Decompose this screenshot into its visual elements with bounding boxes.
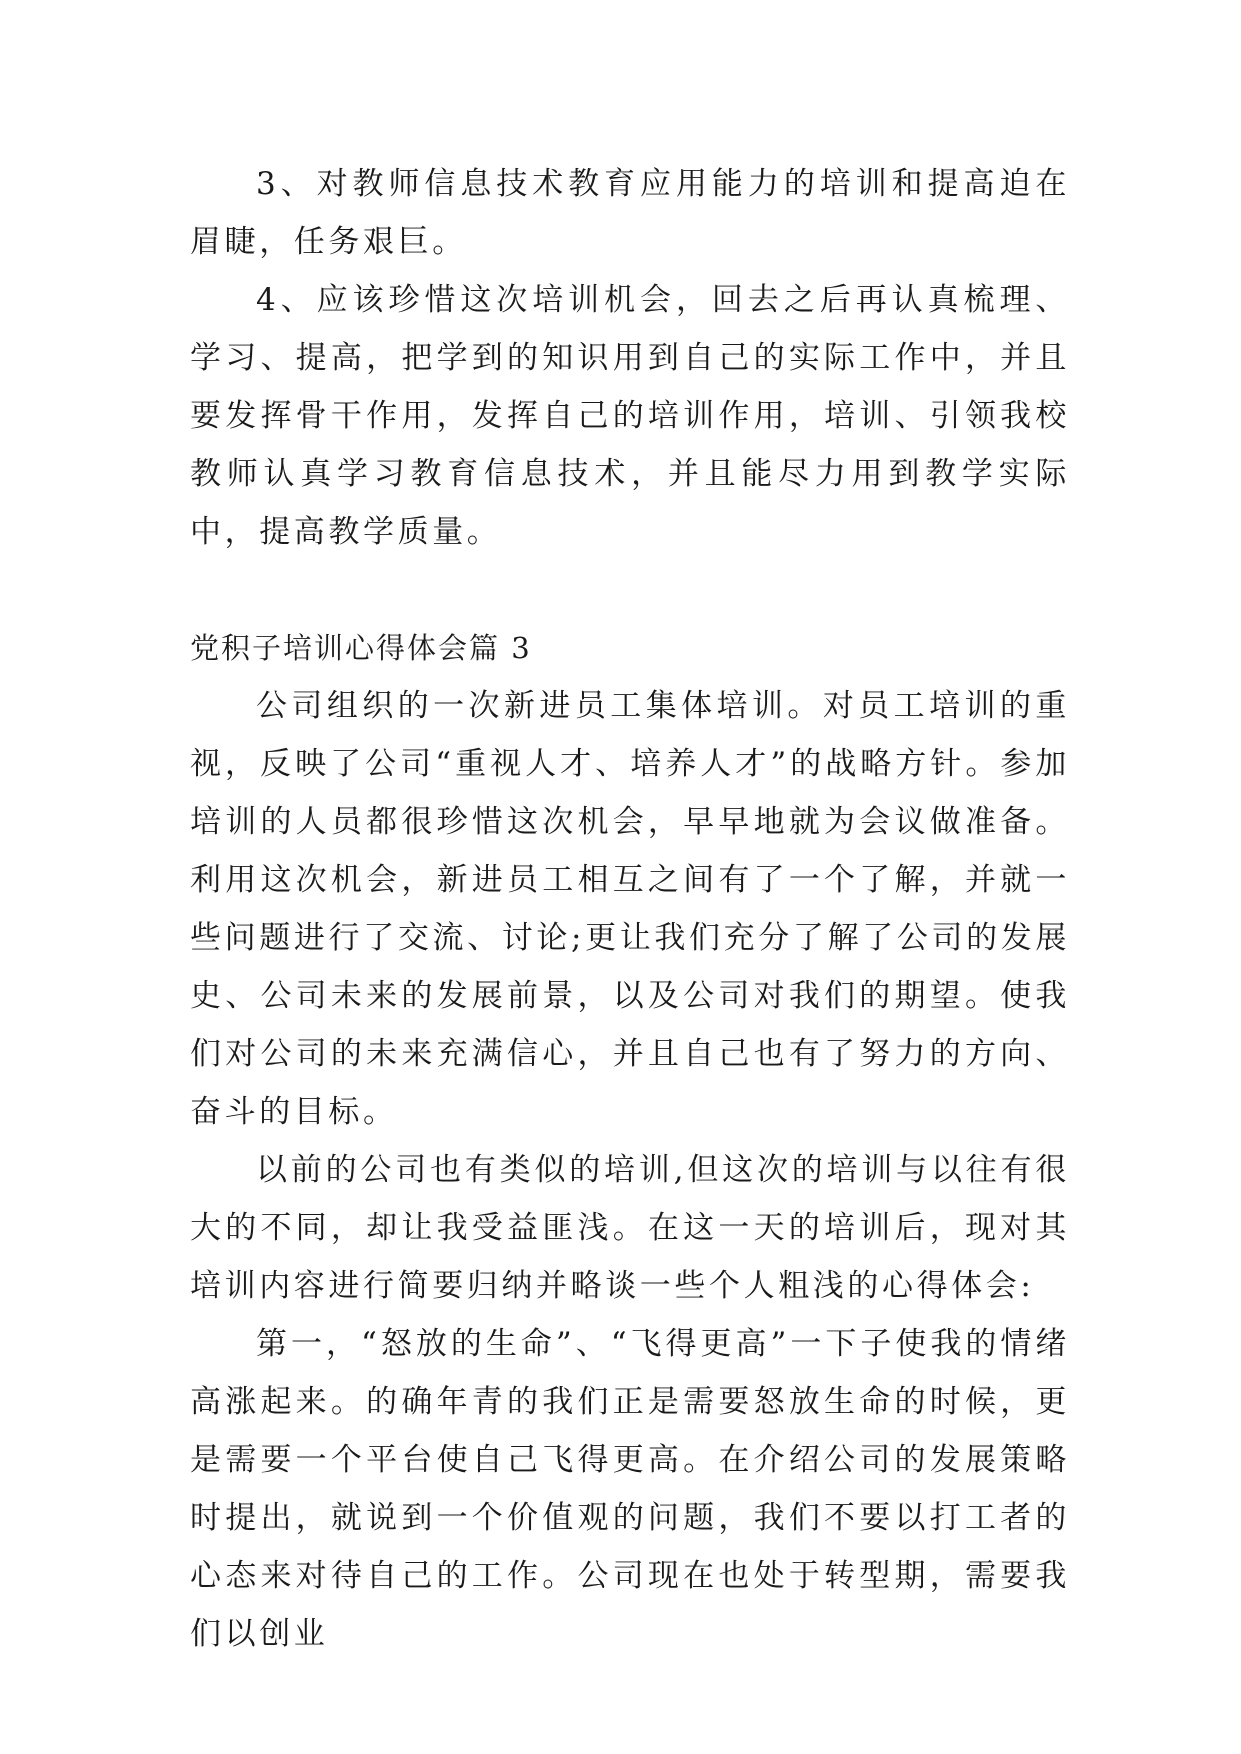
paragraph-previous-training: 以前的公司也有类似的培训,但这次的培训与以往有很大的不同，却让我受益匪浅。在这一天的培训后，现对其培训内容进行简要归纳并略谈一些个人粗浅的心得体会: [190,1152,1070,1304]
section-title: 党积子培训心得体会篇 3 [190,631,532,665]
paragraph-first-point: 第一，“怒放的生命”、“飞得更高”一下子使我的情绪高涨起来。的确年青的我们正是需要怒放生命的时候，更是需要一个平台使自己飞得更高。在介绍公司的发展策略时提出，就说到一个价值观的问题，我们不要以打工者的心态来对待自己的工作。公司现在也处于转型期，需要我们以创业 [190,1326,1070,1652]
document-page [190,155,1070,1663]
paragraph-company-training: 公司组织的一次新进员工集体培训。对员工培训的重视，反映了公司“重视人才、培养人才”的战略方针。参加培训的人员都很珍惜这次机会，早早地就为会议做准备。利用这次机会，新进员工相互之间有了一个了解，并就一些问题进行了交流、讨论;更让我们充分了解了公司的发展史、公司未来的发展前景，以及公司对我们的期望。使我们对公司的未来充满信心，并且自己也有了努力的方向、奋斗的目标。 [190,688,1070,1130]
paragraph-point-4: 4、应该珍惜这次培训机会，回去之后再认真梳理、学习、提高，把学到的知识用到自己的实际工作中，并且要发挥骨干作用，发挥自己的培训作用，培训、引领我校教师认真学习教育信息技术，并且能尽力用到教学实际中，提高教学质量。 [190,282,1070,550]
paragraph-point-3: 3、对教师信息技术教育应用能力的培训和提高迫在眉睫，任务艰巨。 [190,166,1070,260]
